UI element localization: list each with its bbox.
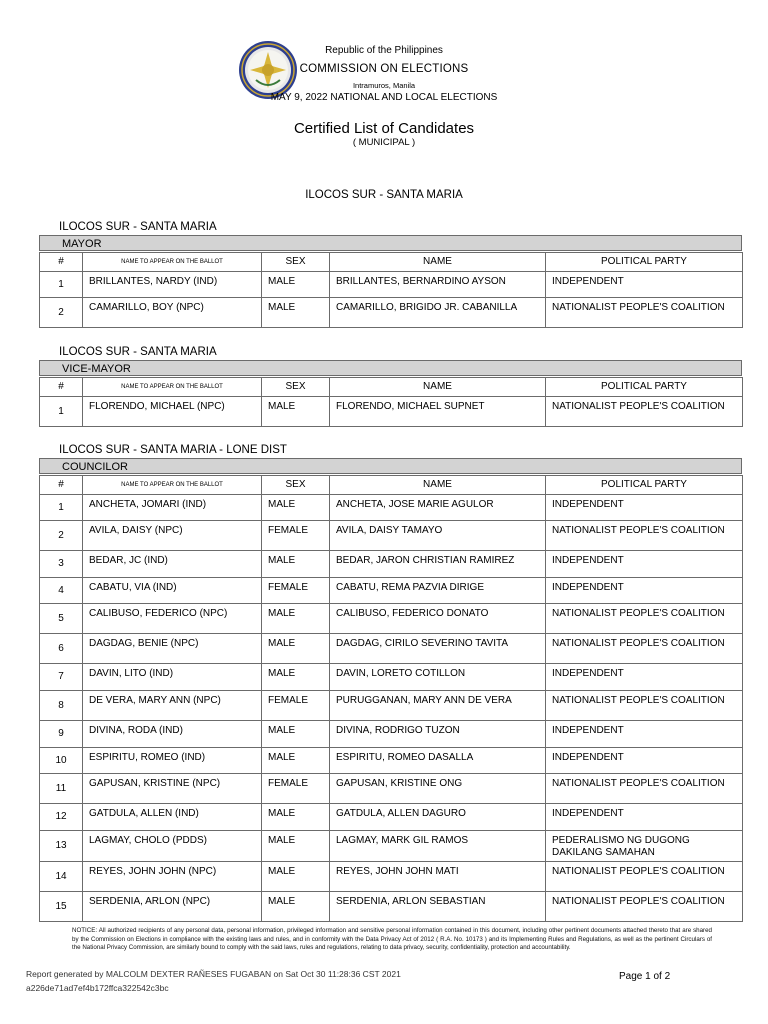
cell-ballot-name: GATDULA, ALLEN (IND): [83, 804, 262, 831]
cell-party: NATIONALIST PEOPLE'S COALITION: [546, 604, 743, 634]
cell-sex: FEMALE: [262, 521, 330, 551]
cell-sex: MALE: [262, 862, 330, 892]
cell-name: SERDENIA, ARLON SEBASTIAN: [330, 892, 546, 922]
table-row: [40, 634, 743, 664]
cell-party: INDEPENDENT: [546, 664, 743, 691]
table-row: [40, 298, 743, 328]
cell-num: 1: [40, 495, 83, 521]
cell-ballot-name: REYES, JOHN JOHN (NPC): [83, 862, 262, 892]
position-header: VICE-MAYOR: [39, 360, 742, 376]
cell-party: INDEPENDENT: [546, 721, 743, 748]
section-label: ILOCOS SUR - SANTA MARIA - LONE DIST: [59, 444, 287, 456]
page-title: Certified List of Candidates: [293, 120, 475, 137]
cell-name: DAGDAG, CIRILO SEVERINO TAVITA: [330, 634, 546, 664]
table-row: [40, 397, 743, 427]
table-row: [40, 691, 743, 721]
table-row: [40, 495, 743, 521]
candidates-table: [39, 475, 743, 922]
cell-ballot-name: FLORENDO, MICHAEL (NPC): [83, 397, 262, 427]
cell-num: 2: [40, 298, 83, 328]
cell-ballot-name: ESPIRITU, ROMEO (IND): [83, 748, 262, 774]
table-row: [40, 551, 743, 578]
cell-name: BRILLANTES, BERNARDINO AYSON: [330, 272, 546, 298]
cell-ballot-name: CABATU, VIA (IND): [83, 578, 262, 604]
cell-name: DAVIN, LORETO COTILLON: [330, 664, 546, 691]
col-header-party: POLITICAL PARTY: [546, 476, 743, 495]
cell-sex: MALE: [262, 397, 330, 427]
cell-sex: MALE: [262, 664, 330, 691]
cell-name: CAMARILLO, BRIGIDO JR. CABANILLA: [330, 298, 546, 328]
position-header: COUNCILOR: [39, 458, 742, 474]
area-heading: ILOCOS SUR - SANTA MARIA: [305, 189, 463, 201]
cell-num: 7: [40, 664, 83, 691]
cell-party: INDEPENDENT: [546, 495, 743, 521]
cell-party: INDEPENDENT: [546, 551, 743, 578]
cell-sex: MALE: [262, 892, 330, 922]
cell-sex: MALE: [262, 634, 330, 664]
cell-ballot-name: CAMARILLO, BOY (NPC): [83, 298, 262, 328]
cell-sex: MALE: [262, 551, 330, 578]
cell-party: INDEPENDENT: [546, 578, 743, 604]
commission-name: COMMISSION ON ELECTIONS: [299, 63, 469, 75]
table-row: [40, 774, 743, 804]
cell-sex: MALE: [262, 495, 330, 521]
cell-sex: MALE: [262, 721, 330, 748]
cell-sex: MALE: [262, 298, 330, 328]
table-row: [40, 604, 743, 634]
cell-party: NATIONALIST PEOPLE'S COALITION: [546, 892, 743, 922]
cell-num: 11: [40, 774, 83, 804]
cell-ballot-name: ANCHETA, JOMARI (IND): [83, 495, 262, 521]
cell-ballot-name: BRILLANTES, NARDY (IND): [83, 272, 262, 298]
cell-name: LAGMAY, MARK GIL RAMOS: [330, 831, 546, 862]
cell-ballot-name: GAPUSAN, KRISTINE (NPC): [83, 774, 262, 804]
cell-party: INDEPENDENT: [546, 272, 743, 298]
cell-ballot-name: DE VERA, MARY ANN (NPC): [83, 691, 262, 721]
col-header-sex: SEX: [262, 253, 330, 272]
cell-num: 12: [40, 804, 83, 831]
cell-name: BEDAR, JARON CHRISTIAN RAMIREZ: [330, 551, 546, 578]
republic-line: Republic of the Philippines: [325, 45, 443, 56]
candidates-table: [39, 252, 743, 328]
cell-party: NATIONALIST PEOPLE'S COALITION: [546, 634, 743, 664]
table-row: [40, 804, 743, 831]
cell-num: 8: [40, 691, 83, 721]
table-row: [40, 664, 743, 691]
cell-sex: MALE: [262, 831, 330, 862]
report-generated-line: Report generated by MALCOLM DEXTER RAÑESES FUGABAN on Sat Oct 30 11:28:36 CST 2021: [26, 969, 401, 979]
cell-party: INDEPENDENT: [546, 804, 743, 831]
cell-ballot-name: CALIBUSO, FEDERICO (NPC): [83, 604, 262, 634]
cell-num: 15: [40, 892, 83, 922]
cell-num: 1: [40, 397, 83, 427]
cell-num: 3: [40, 551, 83, 578]
cell-name: CABATU, REMA PAZVIA DIRIGE: [330, 578, 546, 604]
cell-ballot-name: AVILA, DAISY (NPC): [83, 521, 262, 551]
cell-sex: MALE: [262, 748, 330, 774]
cell-sex: FEMALE: [262, 774, 330, 804]
table-row: [40, 748, 743, 774]
cell-num: 5: [40, 604, 83, 634]
cell-party: NATIONALIST PEOPLE'S COALITION: [546, 298, 743, 328]
cell-party: NATIONALIST PEOPLE'S COALITION: [546, 521, 743, 551]
cell-name: ANCHETA, JOSE MARIE AGULOR: [330, 495, 546, 521]
cell-name: AVILA, DAISY TAMAYO: [330, 521, 546, 551]
election-name: MAY 9, 2022 NATIONAL AND LOCAL ELECTIONS: [270, 92, 498, 103]
col-header-num: #: [40, 253, 83, 272]
col-header-ballot: NAME TO APPEAR ON THE BALLOT: [83, 378, 262, 397]
col-header-sex: SEX: [262, 476, 330, 495]
cell-party: NATIONALIST PEOPLE'S COALITION: [546, 774, 743, 804]
cell-num: 2: [40, 521, 83, 551]
cell-name: GATDULA, ALLEN DAGURO: [330, 804, 546, 831]
cell-ballot-name: BEDAR, JC (IND): [83, 551, 262, 578]
cell-name: REYES, JOHN JOHN MATI: [330, 862, 546, 892]
cell-num: 4: [40, 578, 83, 604]
table-header-row: [40, 476, 743, 495]
col-header-num: #: [40, 476, 83, 495]
table-row: [40, 721, 743, 748]
cell-party: NATIONALIST PEOPLE'S COALITION: [546, 691, 743, 721]
table-header-row: [40, 253, 743, 272]
cell-ballot-name: DAGDAG, BENIE (NPC): [83, 634, 262, 664]
cell-party: INDEPENDENT: [546, 748, 743, 774]
cell-ballot-name: SERDENIA, ARLON (NPC): [83, 892, 262, 922]
cell-num: 13: [40, 831, 83, 862]
cell-ballot-name: DIVINA, RODA (IND): [83, 721, 262, 748]
page-subtitle: ( MUNICIPAL ): [352, 137, 416, 148]
cell-sex: MALE: [262, 272, 330, 298]
privacy-notice: NOTICE: All authorized recipients of any personal data, personal information, privileged information and sensitive personal information contained in this document, including other pertinent documents attached thereto that are shared by the Commission on Elections in compliance with the existing laws and rules, and in conformity with the Data Privacy Act of 2012 ( R.A. No. 10173 ) and its Implementing Rules and Regulations, as well as the pertinent Circulars of the National Privacy Commission, are similarly bound to comply with the said laws, rules and regulations, relating to data privacy, security, confidentiality, protection and accountability.: [72, 927, 712, 952]
table-row: [40, 831, 743, 862]
candidates-table: [39, 377, 743, 427]
cell-sex: FEMALE: [262, 578, 330, 604]
col-header-party: POLITICAL PARTY: [546, 378, 743, 397]
document-hash: a226de71ad7ef4b172ffca322542c3bc: [26, 983, 169, 993]
table-row: [40, 862, 743, 892]
cell-name: GAPUSAN, KRISTINE ONG: [330, 774, 546, 804]
cell-party: NATIONALIST PEOPLE'S COALITION: [546, 397, 743, 427]
col-header-ballot: NAME TO APPEAR ON THE BALLOT: [83, 476, 262, 495]
table-header-row: [40, 378, 743, 397]
cell-party: NATIONALIST PEOPLE'S COALITION: [546, 862, 743, 892]
table-row: [40, 578, 743, 604]
cell-num: 6: [40, 634, 83, 664]
cell-sex: MALE: [262, 804, 330, 831]
cell-name: DIVINA, RODRIGO TUZON: [330, 721, 546, 748]
col-header-ballot: NAME TO APPEAR ON THE BALLOT: [83, 253, 262, 272]
cell-party: PEDERALISMO NG DUGONG DAKILANG SAMAHAN: [546, 831, 743, 862]
col-header-party: POLITICAL PARTY: [546, 253, 743, 272]
col-header-sex: SEX: [262, 378, 330, 397]
cell-num: 1: [40, 272, 83, 298]
commission-location: Intramuros, Manila: [352, 81, 416, 90]
table-row: [40, 521, 743, 551]
cell-ballot-name: DAVIN, LITO (IND): [83, 664, 262, 691]
cell-name: PURUGGANAN, MARY ANN DE VERA: [330, 691, 546, 721]
cell-sex: FEMALE: [262, 691, 330, 721]
table-row: [40, 272, 743, 298]
cell-num: 10: [40, 748, 83, 774]
table-row: [40, 892, 743, 922]
cell-ballot-name: LAGMAY, CHOLO (PDDS): [83, 831, 262, 862]
cell-sex: MALE: [262, 604, 330, 634]
cell-name: CALIBUSO, FEDERICO DONATO: [330, 604, 546, 634]
page-number: Page 1 of 2: [619, 971, 671, 982]
col-header-num: #: [40, 378, 83, 397]
col-header-name: NAME: [330, 378, 546, 397]
col-header-name: NAME: [330, 253, 546, 272]
section-label: ILOCOS SUR - SANTA MARIA: [59, 221, 217, 233]
position-header: MAYOR: [39, 235, 742, 251]
section-label: ILOCOS SUR - SANTA MARIA: [59, 346, 217, 358]
cell-name: FLORENDO, MICHAEL SUPNET: [330, 397, 546, 427]
cell-num: 9: [40, 721, 83, 748]
cell-name: ESPIRITU, ROMEO DASALLA: [330, 748, 546, 774]
cell-num: 14: [40, 862, 83, 892]
col-header-name: NAME: [330, 476, 546, 495]
